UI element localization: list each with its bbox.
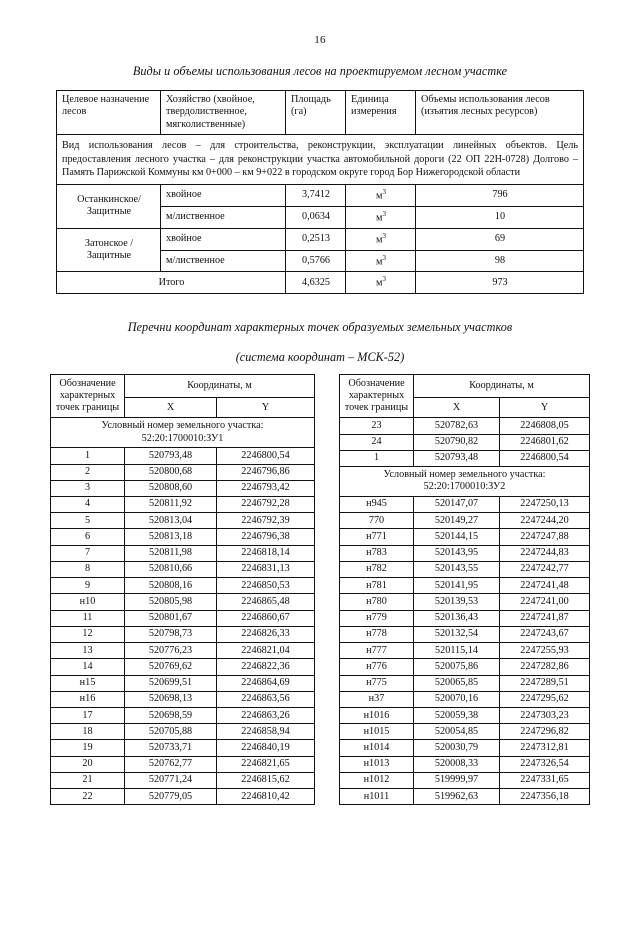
table-row bbox=[51, 708, 315, 724]
header-coordinates: Координаты, м bbox=[414, 375, 590, 398]
table-row bbox=[340, 561, 590, 577]
x-coordinate-cell: 520115,14 bbox=[414, 643, 500, 659]
table-row bbox=[340, 626, 590, 642]
point-cell: 11 bbox=[51, 610, 125, 626]
point-cell: н16 bbox=[51, 691, 125, 707]
header-y: Y bbox=[217, 398, 315, 418]
y-coordinate-cell: 2247295,62 bbox=[500, 691, 590, 707]
point-cell: 1 bbox=[340, 450, 414, 466]
area-cell: 3,7412 bbox=[286, 185, 346, 207]
table-row bbox=[340, 434, 590, 450]
unit-cell bbox=[346, 228, 416, 250]
y-coordinate-cell: 2247312,81 bbox=[500, 740, 590, 756]
point-cell: н10 bbox=[51, 594, 125, 610]
x-coordinate-cell: 520065,85 bbox=[414, 675, 500, 691]
table-row bbox=[340, 643, 590, 659]
y-coordinate-cell: 2246840,19 bbox=[217, 740, 315, 756]
unit-cell bbox=[346, 206, 416, 228]
table-row bbox=[51, 789, 315, 805]
unit-text: м bbox=[376, 234, 383, 246]
table-row bbox=[57, 228, 584, 250]
table-row bbox=[51, 561, 315, 577]
y-coordinate-cell: 2247241,00 bbox=[500, 594, 590, 610]
point-cell: н782 bbox=[340, 561, 414, 577]
economy-cell: хвойное bbox=[161, 185, 286, 207]
y-coordinate-cell: 2246865,48 bbox=[217, 594, 315, 610]
economy-cell: м/лиственное bbox=[161, 250, 286, 272]
y-coordinate-cell: 2246801,62 bbox=[500, 434, 590, 450]
table-header-row bbox=[51, 375, 315, 398]
x-coordinate-cell: 520132,54 bbox=[414, 626, 500, 642]
y-coordinate-cell: 2246860,67 bbox=[217, 610, 315, 626]
volume-cell: 796 bbox=[416, 185, 584, 207]
header-cell-unit: Единица измерения bbox=[346, 91, 416, 135]
point-cell: н779 bbox=[340, 610, 414, 626]
table-row bbox=[340, 496, 590, 512]
parcel-label: Условный номер земельного участка: bbox=[383, 469, 546, 480]
x-coordinate-cell: 520813,04 bbox=[125, 513, 217, 529]
table-row bbox=[51, 724, 315, 740]
x-coordinate-cell: 519962,63 bbox=[414, 789, 500, 805]
unit-cell bbox=[346, 250, 416, 272]
point-cell: н783 bbox=[340, 545, 414, 561]
parcel-label: Условный номер земельного участка: bbox=[101, 420, 264, 432]
x-coordinate-cell: 520059,38 bbox=[414, 708, 500, 724]
unit-exponent: 3 bbox=[382, 231, 386, 240]
area-cell: 0,5766 bbox=[286, 250, 346, 272]
parcel-cadastral-number: 52:20:1700010:ЗУ2 bbox=[423, 481, 506, 493]
table-header-row bbox=[340, 375, 590, 398]
point-cell: н775 bbox=[340, 675, 414, 691]
x-coordinate-cell: 520054,85 bbox=[414, 724, 500, 740]
x-coordinate-cell: 520811,92 bbox=[125, 496, 217, 512]
group-name-ostankinskoe: Останкинское/ Защитные bbox=[57, 185, 161, 229]
table-row bbox=[340, 450, 590, 466]
point-cell: 20 bbox=[51, 756, 125, 772]
y-coordinate-cell: 2246792,28 bbox=[217, 496, 315, 512]
y-coordinate-cell: 2247244,83 bbox=[500, 545, 590, 561]
point-cell: н771 bbox=[340, 529, 414, 545]
table-row bbox=[51, 496, 315, 512]
point-cell: 1 bbox=[51, 448, 125, 464]
point-cell: 2 bbox=[51, 464, 125, 480]
table-row bbox=[51, 675, 315, 691]
coordinates-title-line1: Перечни координат характерных точек образуемых земельных участков bbox=[127, 320, 513, 335]
table-row bbox=[51, 545, 315, 561]
y-coordinate-cell: 2246800,54 bbox=[500, 450, 590, 466]
point-cell: н781 bbox=[340, 578, 414, 594]
point-cell: н1015 bbox=[340, 724, 414, 740]
area-cell: 0,2513 bbox=[286, 228, 346, 250]
point-cell: н1011 bbox=[340, 789, 414, 805]
point-cell: 18 bbox=[51, 724, 125, 740]
point-cell: н776 bbox=[340, 659, 414, 675]
table1-title: Виды и объемы использования лесов на проектируемом лесном участке bbox=[132, 64, 508, 78]
unit-text: м bbox=[376, 255, 383, 267]
table-row bbox=[51, 480, 315, 496]
y-coordinate-cell: 2247250,13 bbox=[500, 496, 590, 512]
point-cell: 21 bbox=[51, 772, 125, 788]
table-note-row bbox=[57, 135, 584, 185]
unit-text: м bbox=[376, 190, 383, 202]
x-coordinate-cell: 520771,24 bbox=[125, 772, 217, 788]
unit-exponent: 3 bbox=[382, 188, 386, 197]
header-cell-volume: Объемы использования лесов (изъятия лесных ресурсов) bbox=[416, 91, 584, 135]
y-coordinate-cell: 2246808,05 bbox=[500, 418, 590, 434]
point-cell: н777 bbox=[340, 643, 414, 659]
x-coordinate-cell: 520698,59 bbox=[125, 708, 217, 724]
economy-cell: хвойное bbox=[161, 228, 286, 250]
x-coordinate-cell: 520705,88 bbox=[125, 724, 217, 740]
header-cell-economy: Хозяйство (хвойное, твердолиственное, мягколиственные) bbox=[161, 91, 286, 135]
table-row bbox=[340, 708, 590, 724]
point-cell: 12 bbox=[51, 626, 125, 642]
point-cell: 24 bbox=[340, 434, 414, 450]
x-coordinate-cell: 520808,16 bbox=[125, 578, 217, 594]
coordinates-title-line2: (система координат – МСК-52) bbox=[235, 350, 405, 365]
x-coordinate-cell: 520798,73 bbox=[125, 626, 217, 642]
header-point-designation: Обозначение характерных точек границы bbox=[340, 375, 414, 418]
y-coordinate-cell: 2246818,14 bbox=[217, 545, 315, 561]
page-number: 16 bbox=[314, 34, 326, 46]
table-row bbox=[51, 610, 315, 626]
y-coordinate-cell: 2246796,86 bbox=[217, 464, 315, 480]
coordinates-heading-block bbox=[0, 320, 640, 365]
parcel-number-zu1 bbox=[51, 418, 315, 448]
x-coordinate-cell: 520144,15 bbox=[414, 529, 500, 545]
x-coordinate-cell: 520769,62 bbox=[125, 659, 217, 675]
y-coordinate-cell: 2246864,69 bbox=[217, 675, 315, 691]
y-coordinate-cell: 2246822,36 bbox=[217, 659, 315, 675]
point-cell: 6 bbox=[51, 529, 125, 545]
volume-cell: 98 bbox=[416, 250, 584, 272]
x-coordinate-cell: 520698,13 bbox=[125, 691, 217, 707]
unit-text: м bbox=[376, 212, 383, 224]
y-coordinate-cell: 2247303,23 bbox=[500, 708, 590, 724]
table-row bbox=[340, 724, 590, 740]
y-coordinate-cell: 2247255,93 bbox=[500, 643, 590, 659]
table-row bbox=[57, 185, 584, 207]
x-coordinate-cell: 520810,66 bbox=[125, 561, 217, 577]
y-coordinate-cell: 2246863,56 bbox=[217, 691, 315, 707]
parcel-subheader-row bbox=[340, 467, 590, 497]
x-coordinate-cell: 520733,71 bbox=[125, 740, 217, 756]
x-coordinate-cell: 520147,07 bbox=[414, 496, 500, 512]
y-coordinate-cell: 2246796,38 bbox=[217, 529, 315, 545]
total-volume: 973 bbox=[416, 272, 584, 294]
y-coordinate-cell: 2247242,77 bbox=[500, 561, 590, 577]
unit-exponent: 3 bbox=[382, 275, 386, 284]
x-coordinate-cell: 520782,63 bbox=[414, 418, 500, 434]
point-cell: 3 bbox=[51, 480, 125, 496]
x-coordinate-cell: 520811,98 bbox=[125, 545, 217, 561]
x-coordinate-cell: 520699,51 bbox=[125, 675, 217, 691]
x-coordinate-cell: 520136,43 bbox=[414, 610, 500, 626]
x-coordinate-cell: 520143,95 bbox=[414, 545, 500, 561]
x-coordinate-cell: 520139,53 bbox=[414, 594, 500, 610]
table-row bbox=[340, 529, 590, 545]
y-coordinate-cell: 2246815,62 bbox=[217, 772, 315, 788]
point-cell: 9 bbox=[51, 578, 125, 594]
header-x: X bbox=[125, 398, 217, 418]
x-coordinate-cell: 520776,23 bbox=[125, 643, 217, 659]
header-y: Y bbox=[500, 398, 590, 418]
table-row bbox=[51, 691, 315, 707]
point-cell: н1012 bbox=[340, 772, 414, 788]
table-row bbox=[51, 513, 315, 529]
economy-cell: м/лиственное bbox=[161, 206, 286, 228]
document-page bbox=[0, 34, 640, 938]
x-coordinate-cell: 520779,05 bbox=[125, 789, 217, 805]
table-row bbox=[51, 594, 315, 610]
y-coordinate-cell: 2246826,33 bbox=[217, 626, 315, 642]
group-name-zatonskoe: Затонское / Защитные bbox=[57, 228, 161, 272]
point-cell: н15 bbox=[51, 675, 125, 691]
y-coordinate-cell: 2247241,87 bbox=[500, 610, 590, 626]
y-coordinate-cell: 2247244,20 bbox=[500, 513, 590, 529]
x-coordinate-cell: 520813,18 bbox=[125, 529, 217, 545]
table-row bbox=[340, 578, 590, 594]
coordinates-table-right bbox=[339, 374, 590, 805]
x-coordinate-cell: 520793,48 bbox=[414, 450, 500, 466]
x-coordinate-cell: 520808,60 bbox=[125, 480, 217, 496]
point-cell: н778 bbox=[340, 626, 414, 642]
table-total-row bbox=[57, 272, 584, 294]
point-cell: 8 bbox=[51, 561, 125, 577]
unit-exponent: 3 bbox=[382, 209, 386, 218]
y-coordinate-cell: 2246831,13 bbox=[217, 561, 315, 577]
table-row bbox=[51, 529, 315, 545]
table-row bbox=[51, 578, 315, 594]
header-coordinates: Координаты, м bbox=[125, 375, 315, 398]
table-row bbox=[340, 789, 590, 805]
table-row bbox=[51, 464, 315, 480]
point-cell: н945 bbox=[340, 496, 414, 512]
header-cell-purpose: Целевое назначение лесов bbox=[57, 91, 161, 135]
table-row bbox=[51, 772, 315, 788]
x-coordinate-cell: 520075,86 bbox=[414, 659, 500, 675]
table-row bbox=[340, 675, 590, 691]
x-coordinate-cell: 520801,67 bbox=[125, 610, 217, 626]
y-coordinate-cell: 2247247,88 bbox=[500, 529, 590, 545]
y-coordinate-cell: 2246850,53 bbox=[217, 578, 315, 594]
point-cell: 22 bbox=[51, 789, 125, 805]
y-coordinate-cell: 2247241,48 bbox=[500, 578, 590, 594]
x-coordinate-cell: 520141,95 bbox=[414, 578, 500, 594]
y-coordinate-cell: 2246858,94 bbox=[217, 724, 315, 740]
y-coordinate-cell: 2246821,04 bbox=[217, 643, 315, 659]
x-coordinate-cell: 520030,79 bbox=[414, 740, 500, 756]
x-coordinate-cell: 520805,98 bbox=[125, 594, 217, 610]
y-coordinate-cell: 2246793,42 bbox=[217, 480, 315, 496]
header-point-designation: Обозначение характерных точек границы bbox=[51, 375, 125, 418]
table-row bbox=[340, 545, 590, 561]
table-row bbox=[51, 448, 315, 464]
table-row bbox=[340, 659, 590, 675]
table-row bbox=[340, 756, 590, 772]
x-coordinate-cell: 519999,97 bbox=[414, 772, 500, 788]
point-cell: 4 bbox=[51, 496, 125, 512]
table-row bbox=[51, 756, 315, 772]
parcel-number-zu2 bbox=[340, 467, 590, 497]
y-coordinate-cell: 2246863,26 bbox=[217, 708, 315, 724]
y-coordinate-cell: 2246800,54 bbox=[217, 448, 315, 464]
table-row bbox=[340, 594, 590, 610]
table-row bbox=[51, 659, 315, 675]
point-cell: 19 bbox=[51, 740, 125, 756]
x-coordinate-cell: 520762,77 bbox=[125, 756, 217, 772]
y-coordinate-cell: 2247326,54 bbox=[500, 756, 590, 772]
point-cell: н1014 bbox=[340, 740, 414, 756]
unit-text: м bbox=[376, 277, 383, 289]
point-cell: 14 bbox=[51, 659, 125, 675]
y-coordinate-cell: 2246821,65 bbox=[217, 756, 315, 772]
table-row bbox=[340, 691, 590, 707]
forest-usage-table bbox=[56, 90, 584, 294]
table-row bbox=[340, 418, 590, 434]
table-row bbox=[51, 740, 315, 756]
point-cell: н1013 bbox=[340, 756, 414, 772]
total-unit bbox=[346, 272, 416, 294]
table-row bbox=[51, 643, 315, 659]
header-cell-area: Площадь (га) bbox=[286, 91, 346, 135]
unit-cell bbox=[346, 185, 416, 207]
table-row bbox=[340, 610, 590, 626]
x-coordinate-cell: 520008,33 bbox=[414, 756, 500, 772]
point-cell: 17 bbox=[51, 708, 125, 724]
unit-exponent: 3 bbox=[382, 253, 386, 262]
y-coordinate-cell: 2246810,42 bbox=[217, 789, 315, 805]
x-coordinate-cell: 520070,16 bbox=[414, 691, 500, 707]
x-coordinate-cell: 520790,82 bbox=[414, 434, 500, 450]
table-header-row bbox=[57, 91, 584, 135]
point-cell: 770 bbox=[340, 513, 414, 529]
total-area: 4,6325 bbox=[286, 272, 346, 294]
y-coordinate-cell: 2246792,39 bbox=[217, 513, 315, 529]
point-cell: 13 bbox=[51, 643, 125, 659]
table-row bbox=[340, 513, 590, 529]
point-cell: 7 bbox=[51, 545, 125, 561]
x-coordinate-cell: 520149,27 bbox=[414, 513, 500, 529]
area-cell: 0,0634 bbox=[286, 206, 346, 228]
point-cell: 23 bbox=[340, 418, 414, 434]
point-cell: 5 bbox=[51, 513, 125, 529]
y-coordinate-cell: 2247356,18 bbox=[500, 789, 590, 805]
y-coordinate-cell: 2247296,82 bbox=[500, 724, 590, 740]
x-coordinate-cell: 520800,68 bbox=[125, 464, 217, 480]
y-coordinate-cell: 2247243,67 bbox=[500, 626, 590, 642]
parcel-cadastral-number: 52:20:1700010:ЗУ1 bbox=[141, 432, 224, 444]
table-row bbox=[51, 626, 315, 642]
point-cell: н37 bbox=[340, 691, 414, 707]
y-coordinate-cell: 2247289,51 bbox=[500, 675, 590, 691]
total-label: Итого bbox=[57, 272, 286, 294]
y-coordinate-cell: 2247282,86 bbox=[500, 659, 590, 675]
coordinates-table-left bbox=[50, 374, 315, 805]
header-x: X bbox=[414, 398, 500, 418]
volume-cell: 69 bbox=[416, 228, 584, 250]
point-cell: н1016 bbox=[340, 708, 414, 724]
parcel-subheader-row bbox=[51, 418, 315, 448]
point-cell: н780 bbox=[340, 594, 414, 610]
table-row bbox=[340, 740, 590, 756]
x-coordinate-cell: 520143,55 bbox=[414, 561, 500, 577]
y-coordinate-cell: 2247331,65 bbox=[500, 772, 590, 788]
volume-cell: 10 bbox=[416, 206, 584, 228]
coordinate-tables-container bbox=[50, 374, 590, 805]
usage-note-text: Вид использования лесов – для строительства, реконструкции, эксплуатации линейных объектов. Цель предоставления лесного участка – для реконструкции участка автомобильной дороги (22 ОП 22Н-0728) Долгово – Память Парижской Коммуны км 0+000 – км 9+022 в городском округе город Бор Нижегородской области bbox=[57, 135, 584, 185]
table-row bbox=[340, 772, 590, 788]
x-coordinate-cell: 520793,48 bbox=[125, 448, 217, 464]
